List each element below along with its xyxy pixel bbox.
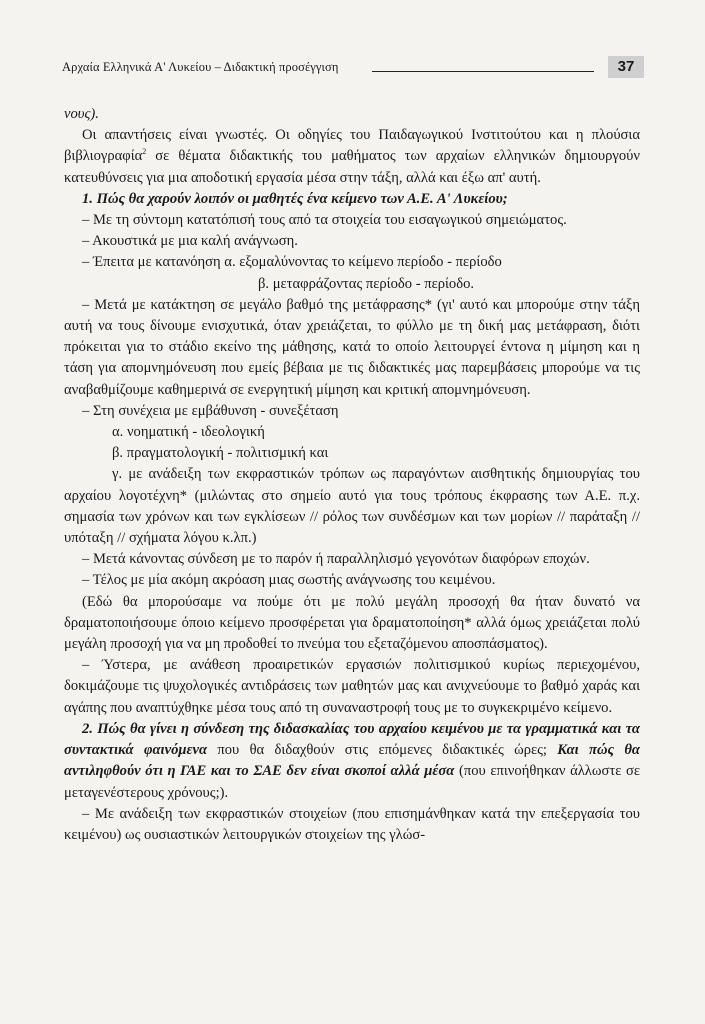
paragraph-present: – Μετά κάνοντας σύνδεση με το παρόν ή παραλληλισμό γεγονότων διαφόρων εποχών.	[82, 551, 590, 568]
paragraph-dramatization: (Εδώ θα μπορούσαμε να πούμε ότι με πολύ μεγάλη προσοχή θα ήταν δυνατό να δραματοποιήσουμε όποιο κείμενο προσφέρεται για δραματοποίηση* αλλά όμως χρειάζεται πολύ μεγάλη προσοχή για να μη προδοθεί το πνεύμα του εξεταζόμενου αποσπάσματος).	[64, 593, 640, 653]
paragraph-listening: – Τέλος με μία ακόμη ακρόαση μιας σωστής ανάγνωσης του κειμένου.	[82, 572, 496, 589]
paragraph-expressive-elements: – Με ανάδειξη των εκφραστικών στοιχείων (που επισημάνθηκαν κατά την επεξεργασία του κειμένου) ως ουσιαστικών λειτουργικών στοιχείων της γλώσ-	[64, 805, 640, 843]
list-subitem-a: α. νοηματική - ιδεολογική	[112, 424, 265, 441]
running-title: Αρχαία Ελληνικά Α' Λυκείου – Διδακτική προσέγγιση	[62, 60, 339, 74]
list-item-reading: – Ακουστικά με μια καλή ανάγνωση.	[82, 233, 298, 250]
list-subitem-b: β. πραγματολογική - πολιτισμική και	[112, 445, 329, 462]
footnote-marker: 2	[142, 147, 147, 157]
page-body	[64, 104, 640, 846]
list-item-summary: – Με τη σύντομη κατατόπισή τους από τα στοιχεία του εισαγωγικού σημειώματος.	[82, 212, 567, 229]
paragraph-intro: Οι απαντήσεις είναι γνωστές. Οι οδηγίες του Παιδαγωγικού Ινστιτούτου και η πλούσια βιβλιογραφία$^2$ σε θέματα διδακτικής του μαθήματος των αρχαίων ελληνικών δημιουργούν κατευθύνσεις για μια αποδοτική εργασία μέσα στην τάξη, αλλά και έξω απ' αυτή.	[64, 127, 640, 186]
list-item-understanding: – Έπειτα με κατανόηση α. εξομαλύνοντας το κείμενο περίοδο - περίοδο	[82, 254, 502, 271]
paragraph-translation: – Μετά με κατάκτηση σε μεγάλο βαθμό της μετάφρασης* (γι' αυτό και μπορούμε στην τάξη αυτή να τους δίνουμε ενισχυτικά, όταν χρειάζεται, το φύλλο με τη δική μας μετάφραση, διότι πρόκειται για το στάδιο εκείνο της μάθησης, κατά το οποίο λειτουργεί έντονα η μίμηση και η τάση για απομνημόνευση που εμείς βέβαια με τις διδακτικές μας παρεμβάσεις μπορούμε να τις αναβαθμίζουμε καθημερινά σε ενεργητική μίμηση και κριτική απομνημόνευση.	[64, 296, 640, 398]
page-header	[62, 56, 640, 82]
paragraph-assignments: – Ύστερα, με ανάθεση προαιρετικών εργασιών πολιτισμικού κυρίως περιεχομένου, δοκιμάζουμε τις ψυχολογικές αντιδράσεις των μαθητών μας και ανιχνεύουμε το βαθμό χαράς και αγάπης που αναπτύχθηκε μέσα τους από τη συναναστροφή τους με το συγκεκριμένο κείμενο.	[64, 657, 640, 716]
question-heading-2: 2. Πώς θα γίνει η σύνδεση της διδασκαλίας του αρχαίου κειμένου με τα γραμματικά και τα συντακτικά φαινόμενα που θα διδαχθούν στις επόμενες διδακτικές ώρες; Και πώς θα αντιληφθούν ότι η ΓΑΕ και το ΣΑΕ δεν είναι σκοποί αλλά μέσα (που επινοήθηκαν άλλωστε σε μεταγενέστερους χρόνους;).	[64, 720, 640, 801]
list-item-deepening: – Στη συνέχεια με εμβάθυνση - συνεξέταση	[82, 402, 339, 419]
paragraph-continuation: νους).	[64, 106, 99, 122]
paragraph-expressive: γ. με ανάδειξη των εκφραστικών τρόπων ως παραγόντων αισθητικής δημιουργίας του αρχαίου λογοτέχνη* (μιλώντας στο σημείο αυτό για τους τρόπους έκφρασης των Α.Ε. π.χ. σημασία των χρόνων και των εγκλίσεων // ρόλος των συνδέσμων και των μορίων // παράταξη // υπόταξη // σχήματα λόγου κ.λπ.)	[64, 466, 640, 547]
header-rule	[372, 71, 594, 72]
question-heading-1: 1. Πώς θα χαρούν λοιπόν οι μαθητές ένα κείμενο των Α.Ε. Α' Λυκείου;	[82, 190, 508, 207]
list-subitem-translating: β. μεταφράζοντας περίοδο - περίοδο.	[258, 275, 475, 292]
page-number: 37	[608, 56, 644, 78]
